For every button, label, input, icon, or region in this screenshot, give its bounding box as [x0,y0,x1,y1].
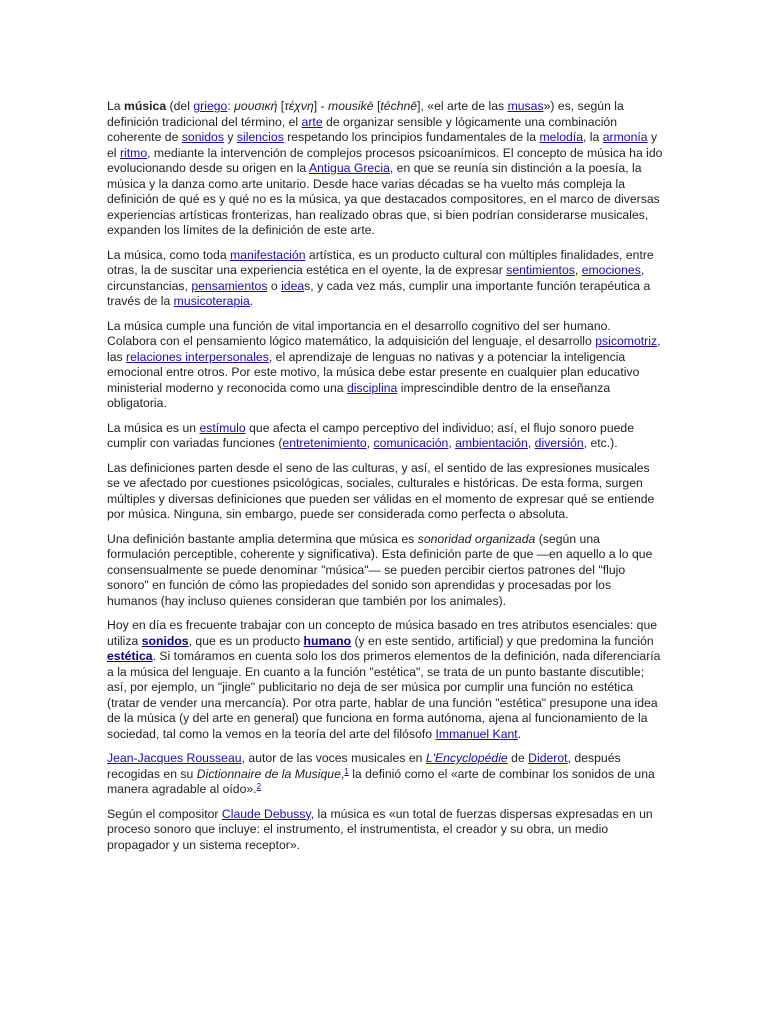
link-diderot[interactable]: Diderot [528,751,568,765]
body-text: o [267,278,282,293]
paragraph [107,248,663,310]
link-sonidos[interactable]: sonidos [181,130,224,144]
body-text: , mediante la intervención de complejos procesos psicoanímicos. El concepto de música ha ido evolucionando desde su origen en la [107,145,663,175]
paragraph [107,319,663,412]
body-text: , las [107,334,661,364]
link-comunicacion[interactable]: comunicación [373,436,449,450]
paragraph [107,461,663,523]
body-text: , el aprendizaje de lenguas no nativas y a potenciar la inteligencia emocional entre otros. Por este motivo, la música debe estar presente en cualquier plan educativo ministerial moderno y reconocida como una [107,349,640,395]
link-rousseau[interactable]: Jean-Jacques Rousseau [107,751,242,765]
link-arte[interactable]: arte [301,114,323,129]
body-text: , en que se reunía sin distinción a la poesía, la música y la danza como arte unitario. Desde hace varias décadas se ha vuelto más compleja la definición de qué es y qué no es la música, ya que destacados compositores, en el marco de diversas experiencias artísticas fronterizas, han realizado obras que, si bien podrían considerarse musicales, expanden los límites de la definición de este arte. [107,161,660,237]
body-text: [ [277,99,285,113]
link-disciplina[interactable]: disciplina [346,380,398,395]
link-melodia[interactable]: melodía [539,130,583,144]
body-text: la definió como el «arte de combinar los sonidos de una manera agradable al oído». [107,766,655,796]
body-text: (del [166,99,194,113]
body-text: : [227,99,235,113]
link-manifestacion[interactable]: manifestación [230,247,306,262]
link-idea[interactable]: idea [281,278,305,293]
link-claude-debussy[interactable]: Claude Debussy [221,806,311,821]
footnote-1[interactable]: 1 [344,766,349,776]
link-diversion[interactable]: diversión [534,436,584,450]
link-entretenimiento[interactable]: entretenimiento [282,436,367,450]
link-silencios[interactable]: silencios [236,130,284,144]
body-text: , [527,436,535,450]
body-text: Las definiciones parten desde el seno de las culturas, y así, el sentido de las expresiones musicales se ve afectado por cuestiones psicológicas, sociales, culturales e históricas. De esta forma, surgen múltiples y diversas definiciones que pueden ser válidas en el momento de expresar qué se entiende por música. Ninguna, sin embargo, puede ser considerada como perfecta o absoluta. [107,460,655,521]
link-encyclopedie[interactable]: L'Encyclopédie [425,751,508,765]
link-musas[interactable]: musas [507,99,544,113]
link-sonidos-bold[interactable]: sonidos [141,633,189,648]
body-text: , autor de las voces musicales en [241,751,426,765]
body-text: que afecta el campo perceptivo del individuo; así, el flujo sonoro puede cumplir con variadas funciones ( [107,420,635,450]
link-musicoterapia[interactable]: musicoterapia [173,294,250,308]
body-text: (según una formulación perceptible, coherente y significativa). Esta definición parte de que —en aquello a lo que consensualmente se puede denominar "música"— se pueden percibir ciertos patrones del "flujo sonoro" en función de cómo las propiedades del sonido son aprendidas y procesadas por los humanos (hay incluso quienes consideran que también por los animales). [107,531,653,608]
footnote-2-sup [257,782,261,791]
paragraph [107,532,663,610]
body-text: [ [373,99,381,113]
body-text: y [223,130,237,144]
body-text: (y en este sentido, artificial) y que predomina la función [351,633,654,648]
link-estetica[interactable]: estética [107,649,153,663]
body-text: respetando los principios fundamentales de la [283,130,540,144]
link-armonia[interactable]: armonía [602,130,648,144]
link-psicomotriz[interactable]: psicomotriz [595,334,658,348]
body-text: . [517,726,522,741]
body-text: , la [583,130,603,144]
link-humano[interactable]: humano [303,633,352,648]
body-text: , después recogidas en su [107,751,621,781]
body-text: , que es un producto [188,633,304,648]
link-emociones[interactable]: emociones [581,263,641,277]
body-text: artística, es un producto cultural con múltiples finalidades, entre otras, la de suscitar una experiencia estética en el oyente, la de expresar [107,247,654,277]
italic-text: Dictionnaire de la Musique [196,766,341,781]
paragraph [107,99,663,239]
body-text: ] - [313,99,329,113]
link-ambientacion[interactable]: ambientación [455,436,528,450]
body-text: Una definición bastante amplia determina que música es [107,531,418,546]
italic-text: téchnē [380,99,418,113]
body-text: , etc.). [583,436,618,450]
link-griego[interactable]: griego [193,99,228,113]
link-sentimientos[interactable]: sentimientos [506,263,575,277]
body-text: . Si tomáramos en cuenta solo los dos primeros elementos de la definición, nada diferenciaría a la música del lenguaje. En cuanto a la función "estética", se trata de un punto bastante discutible; así, por ejemplo, un "jingle" publicitario no deja de ser música por cumplir una función no estética (tratar de vender una mercancía). Por otra parte, hablar de una función "estética" presupone una idea de la música (y del arte en general) que funciona en forma autónoma, ajena al funcionamiento de la sociedad, tal como la vemos en la teoría del arte del filósofo [107,649,661,741]
paragraph [107,421,663,452]
body-text: , la música es «un total de fuerzas dispersas expresadas en un proceso sonoro que incluye: el instrumento, el instrumentista, el creador y su obra, un medio propagador y un sistema receptor». [107,806,653,852]
link-immanuel-kant[interactable]: Immanuel Kant [435,726,518,741]
body-text: y el [107,130,658,160]
body-text: , [366,436,374,450]
body-text: , circunstancias, [107,263,645,293]
body-text: ») es, según la definición tradicional del término, el [107,99,624,129]
link-pensamientos[interactable]: pensamientos [191,278,268,293]
link-relaciones-interpersonales[interactable]: relaciones interpersonales [126,349,269,364]
link-antigua-grecia[interactable]: Antigua Grecia [308,161,390,175]
body-text: Hoy en día es frecuente trabajar con un concepto de música basado en tres atributos esenciales: que utiliza [107,618,658,648]
body-text: La música cumple una función de vital importancia en el desarrollo cognitivo del ser humano. Colabora con el pensamiento lógico matemático, la adquisición del lenguaje, el desarrollo [107,318,611,348]
body-text: , [448,436,456,450]
body-text: ], «el arte de las [417,99,508,113]
paragraph [107,618,663,742]
body-text: Según el compositor [107,806,222,821]
italic-text: μουσική [234,99,278,113]
link-estimulo[interactable]: estímulo [199,420,246,435]
body-text: de [507,751,529,765]
body-text: , [574,263,582,277]
bold-text: música [124,99,167,113]
italic-text: mousikē [328,99,374,113]
body-text: La música, como toda [107,247,231,262]
body-text: La [107,99,125,113]
body-text: . [249,294,254,308]
body-text: , [340,766,345,781]
body-text: s, y cada vez más, cumplir una importante función terapéutica a través de la [107,278,651,308]
italic-text: sonoridad organizada [417,531,536,546]
footnote-2[interactable]: 2 [256,782,262,791]
link-ritmo[interactable]: ritmo [119,145,148,160]
article-body [107,99,663,862]
paragraph [107,751,663,798]
body-text: imprescindible dentro de la enseñanza obligatoria. [107,380,611,410]
italic-text: τέχνη [284,99,314,113]
body-text: La música es un [107,420,200,435]
paragraph [107,807,663,854]
body-text: de organizar sensible y lógicamente una combinación coherente de [107,114,618,144]
